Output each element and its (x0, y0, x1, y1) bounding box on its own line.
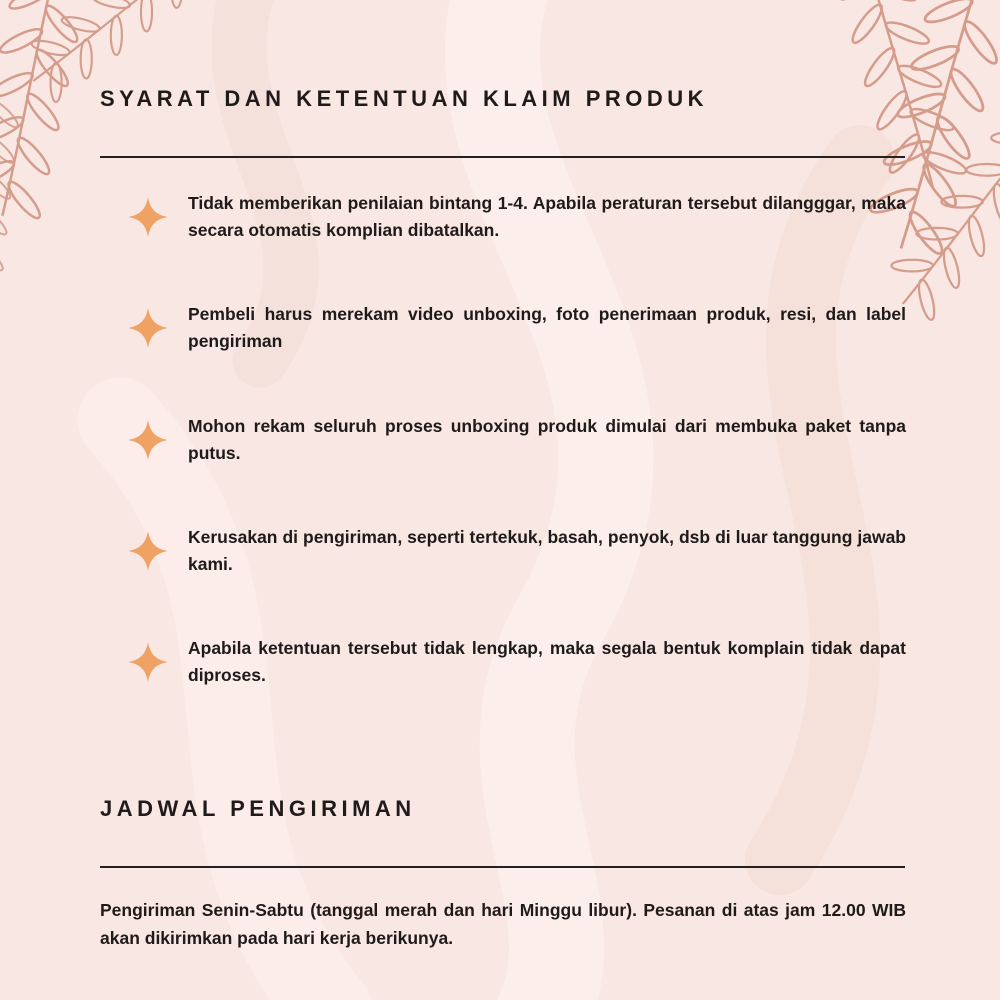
terms-item (128, 190, 906, 244)
terms-item (128, 413, 906, 467)
schedule-text: Pengiriman Senin-Sabtu (tanggal merah dan hari Minggu libur). Pesanan di atas jam 12.00 WIB akan dikirimkan pada hari kerja berikunya. (100, 900, 906, 948)
sparkle-icon (128, 531, 168, 571)
terms-item-text: Tidak memberikan penilaian bintang 1-4. Apabila peraturan tersebut dilangggar, maka secara otomatis komplian dibatalkan. (188, 193, 906, 241)
sparkle-icon (128, 308, 168, 348)
terms-item-text: Mohon rekam seluruh proses unboxing produk dimulai dari membuka paket tanpa putus. (188, 415, 906, 463)
terms-item (128, 524, 906, 578)
sparkle-icon (128, 420, 168, 460)
terms-item-text: Pembeli harus merekam video unboxing, foto penerimaan produk, resi, dan label pengiriman (188, 304, 906, 352)
terms-item-text: Kerusakan di pengiriman, seperti tertekuk, basah, penyok, dsb di luar tanggung jawab kami. (188, 526, 906, 574)
schedule-title: JADWAL PENGIRIMAN (100, 796, 416, 821)
divider-top (100, 156, 905, 158)
terms-title: SYARAT DAN KETENTUAN KLAIM PRODUK (100, 86, 709, 111)
sparkle-icon (128, 642, 168, 682)
terms-item (128, 301, 906, 355)
divider-bottom (100, 866, 905, 868)
terms-item-text: Apabila ketentuan tersebut tidak lengkap, maka segala bentuk komplain tidak dapat diproses. (188, 638, 906, 686)
terms-item (128, 635, 906, 689)
sparkle-icon (128, 197, 168, 237)
terms-list (128, 190, 906, 746)
